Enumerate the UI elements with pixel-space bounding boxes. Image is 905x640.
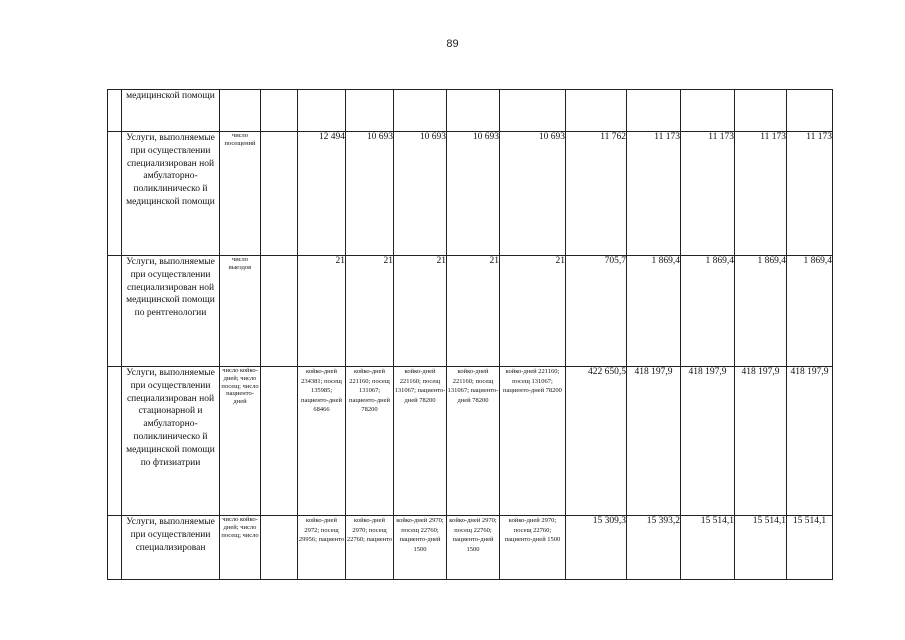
value-cell: койко-дней 2970; посещ 22760; пациенто-дней 1500 [394, 516, 447, 580]
unit-cell [220, 90, 261, 132]
value-cell: 12 494 [298, 132, 346, 256]
table-row [108, 367, 833, 516]
value-cell: 418 197,9 [787, 367, 833, 516]
service-name-cell: Услуги, выполняемые при осуществлении специализирован [122, 516, 220, 580]
value-cell: 418 197,9 [627, 367, 681, 516]
value-cell: 418 197,9 [681, 367, 735, 516]
value-cell [735, 90, 787, 132]
indicators-table [107, 89, 833, 580]
value-cell: 11 173 [735, 132, 787, 256]
value-cell: 11 173 [681, 132, 735, 256]
value-cell: 15 309,3 [566, 516, 627, 580]
value-cell [627, 90, 681, 132]
value-cell: 422 650,5 [566, 367, 627, 516]
value-cell: 15 514,1 [681, 516, 735, 580]
value-cell: 15 393,2 [627, 516, 681, 580]
value-cell: 21 [447, 256, 500, 367]
unit-cell: число койко-дней; число посещ; число пациенто-дней [220, 367, 261, 516]
value-cell: 10 693 [500, 132, 566, 256]
unit-cell: число выездов [220, 256, 261, 367]
service-name-cell: Услуги, выполняемые при осуществлении специализирован ной медицинской помощи по рентгенологии [122, 256, 220, 367]
value-cell: койко-дней 234381; посещ 135985; пациенто-дней 68466 [298, 367, 346, 516]
empty-cell [261, 90, 298, 132]
value-cell: 10 693 [346, 132, 394, 256]
value-cell: 15 514,1 [787, 516, 833, 580]
row-number-cell [108, 516, 122, 580]
value-cell: койко-дней 221160; посещ 131067; пациенто-дней 78200 [346, 367, 394, 516]
row-number-cell [108, 90, 122, 132]
service-name-cell: Услуги, выполняемые при осуществлении специализирован ной амбулаторно-поликлиническо й медицинской помощи [122, 132, 220, 256]
value-cell: 11 173 [627, 132, 681, 256]
value-cell [447, 90, 500, 132]
value-cell: 1 869,4 [627, 256, 681, 367]
row-number-cell [108, 132, 122, 256]
value-cell [500, 90, 566, 132]
value-cell: 11 173 [787, 132, 833, 256]
value-cell: 1 869,4 [787, 256, 833, 367]
value-cell: койко-дней 2970; посещ 22760; пациенто-дней 1500 [447, 516, 500, 580]
value-cell: койко-дней 2970; посещ 22760; пациенто [346, 516, 394, 580]
value-cell: 10 693 [394, 132, 447, 256]
value-cell [787, 90, 833, 132]
empty-cell [261, 367, 298, 516]
table-row [108, 256, 833, 367]
empty-cell [261, 256, 298, 367]
value-cell [298, 90, 346, 132]
value-cell: 10 693 [447, 132, 500, 256]
value-cell: койко-дней 221160; посещ 131067; пациенто-дней 78200 [500, 367, 566, 516]
value-cell: 15 514,1 [735, 516, 787, 580]
value-cell: 21 [298, 256, 346, 367]
value-cell: койко-дней 221160; посещ 131067; пациенто-дней 78200 [447, 367, 500, 516]
value-cell: койко-дней 2972; посещ 29956; пациенто [298, 516, 346, 580]
value-cell [394, 90, 447, 132]
value-cell: 1 869,4 [681, 256, 735, 367]
value-cell [346, 90, 394, 132]
page-number: 89 [446, 38, 459, 50]
value-cell [681, 90, 735, 132]
value-cell: 21 [500, 256, 566, 367]
value-cell [566, 90, 627, 132]
value-cell: 21 [394, 256, 447, 367]
value-cell: койко-дней 2970; посещ 22760; пациенто-дней 1500 [500, 516, 566, 580]
value-cell: койко-дней 221160; посещ 131067; пациенто-дней 78200 [394, 367, 447, 516]
value-cell: 705,7 [566, 256, 627, 367]
empty-cell [261, 516, 298, 580]
row-number-cell [108, 367, 122, 516]
table-row [108, 90, 833, 132]
table-row [108, 516, 833, 580]
unit-cell: число койко-дней; число посещ; число [220, 516, 261, 580]
unit-cell: число посещений [220, 132, 261, 256]
value-cell: 1 869,4 [735, 256, 787, 367]
row-number-cell [108, 256, 122, 367]
service-name-cell: медицинской помощи [122, 90, 220, 132]
empty-cell [261, 132, 298, 256]
table-row [108, 132, 833, 256]
value-cell: 418 197,9 [735, 367, 787, 516]
value-cell: 21 [346, 256, 394, 367]
service-name-cell: Услуги, выполняемые при осуществлении специализирован ной стационарной и амбулаторно-поликлиническо й медицинской помощи по фтизиатрии [122, 367, 220, 516]
value-cell: 11 762 [566, 132, 627, 256]
